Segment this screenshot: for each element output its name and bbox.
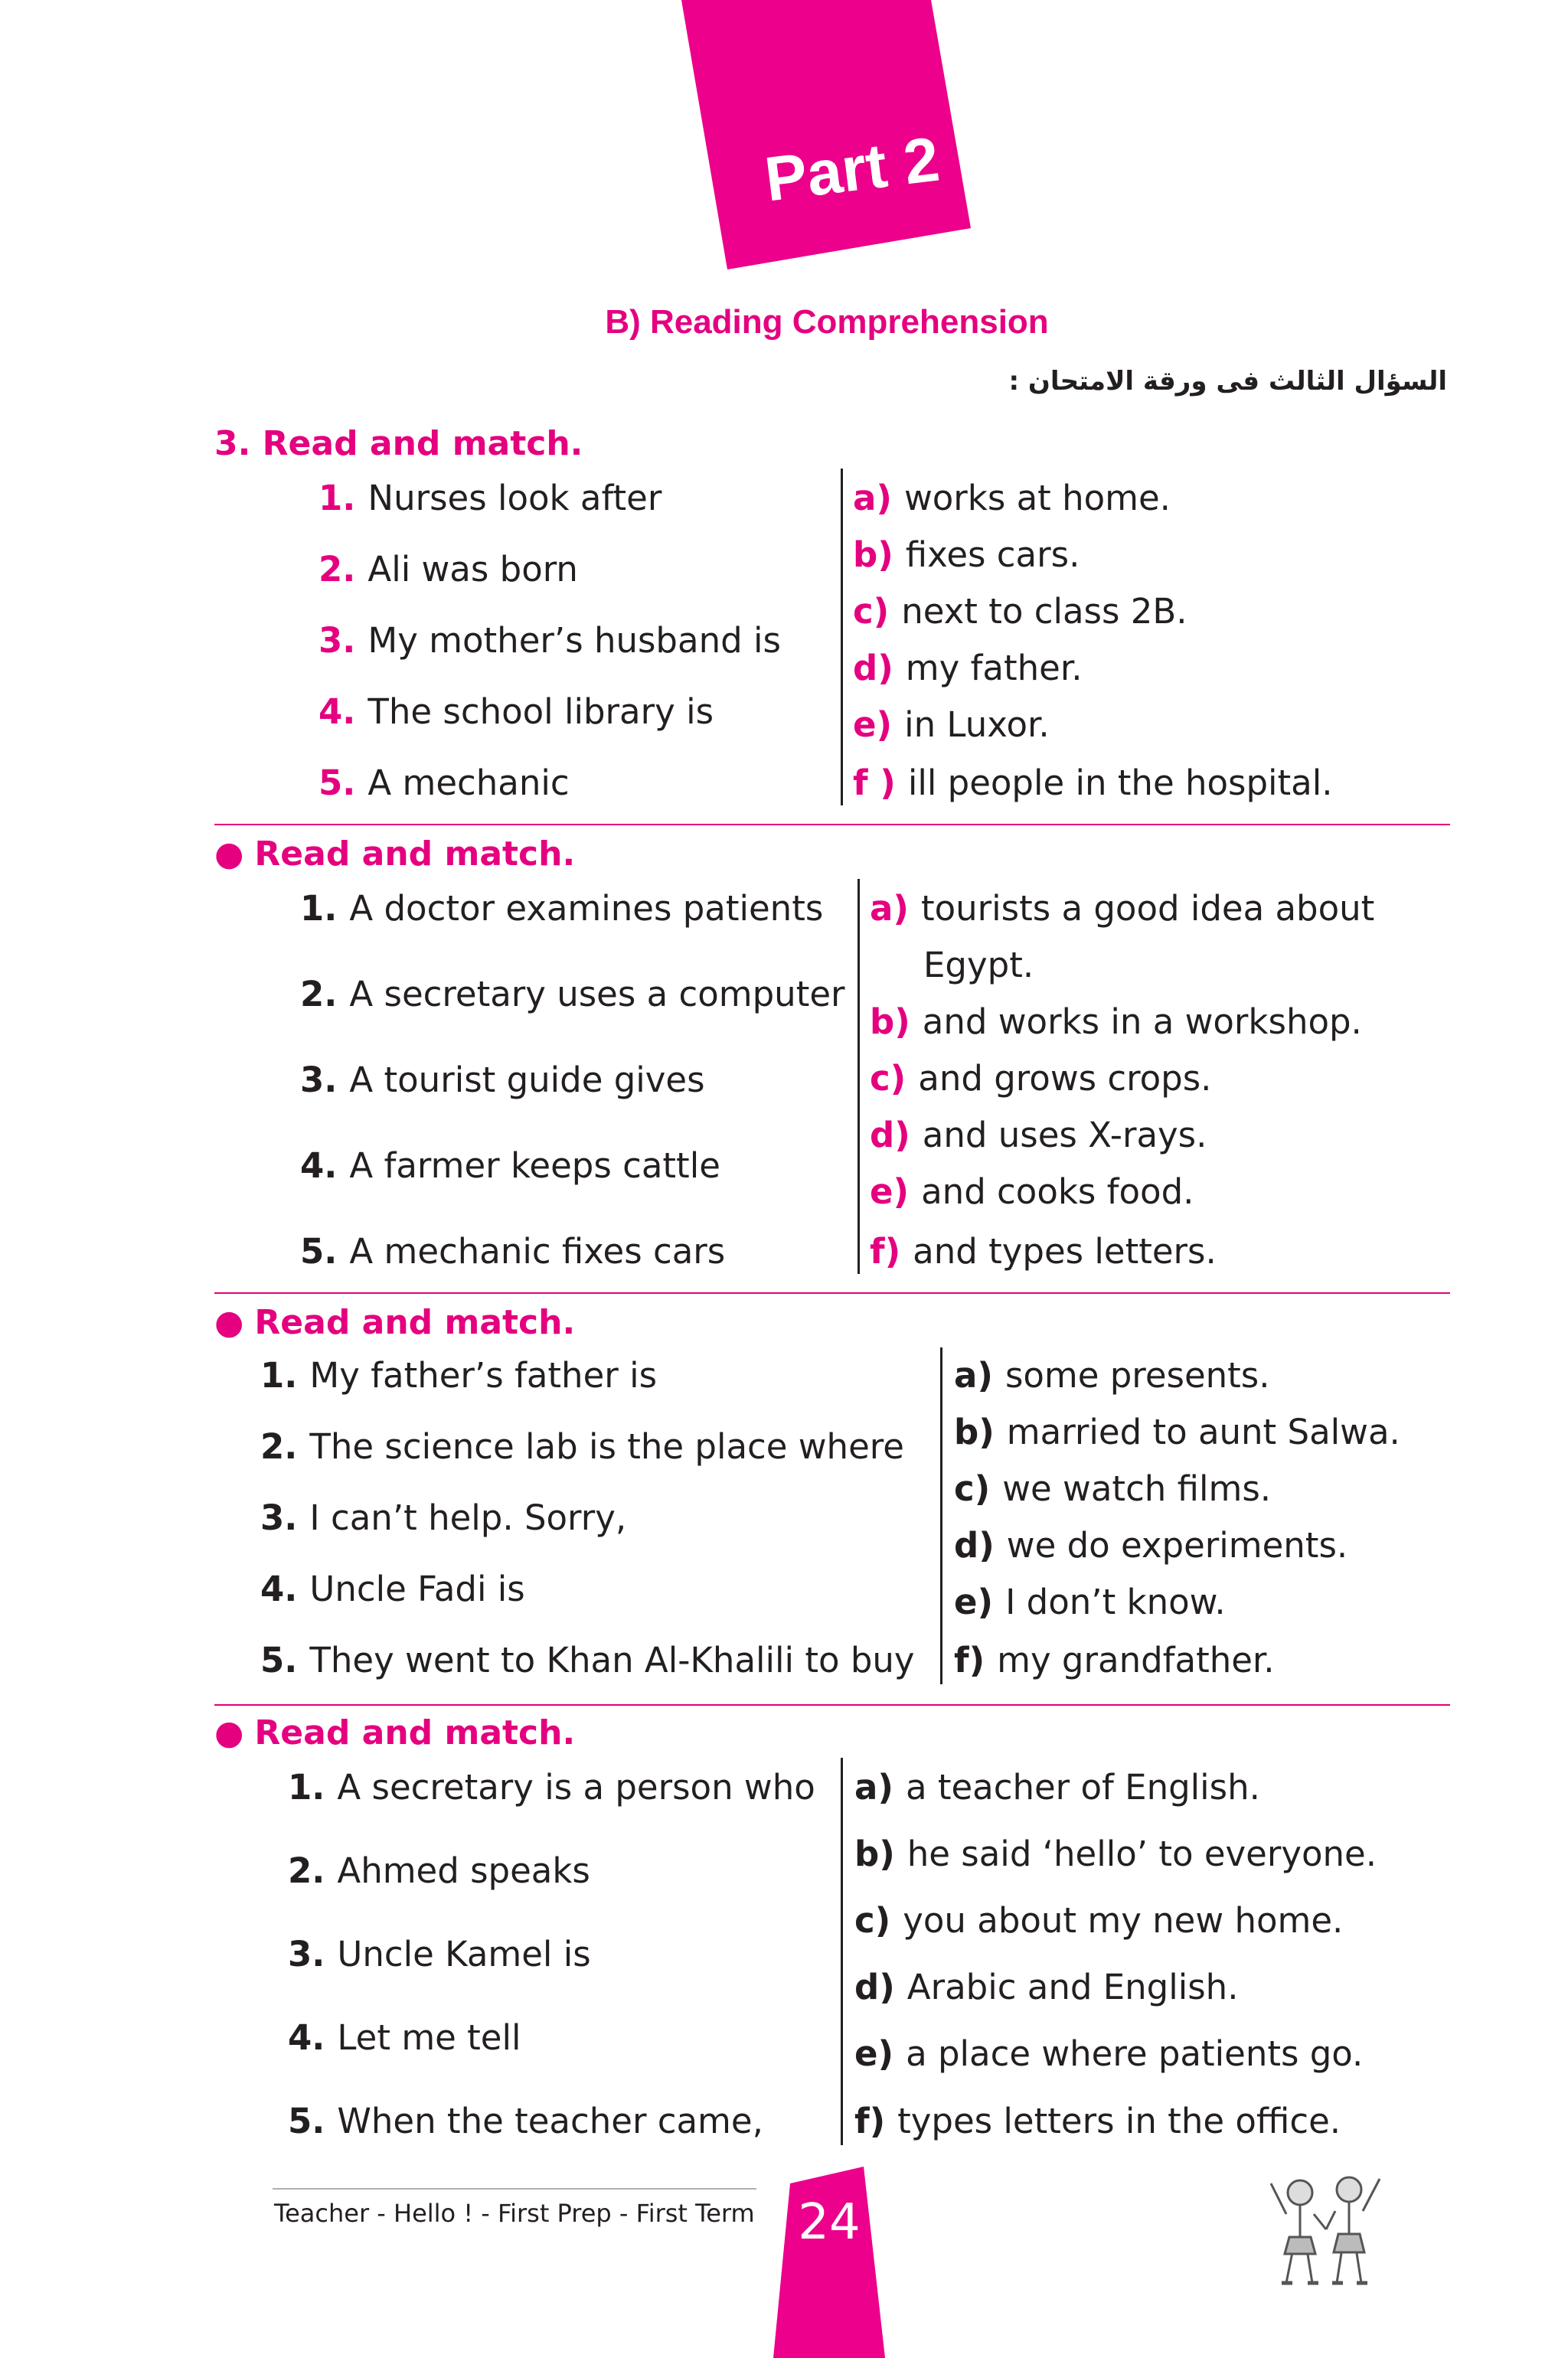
section-rule [214, 824, 1450, 825]
item-text: ill people in the hospital. [907, 763, 1333, 803]
left-item [318, 620, 781, 661]
left-item [318, 763, 570, 803]
right-item [854, 1767, 1260, 1808]
item-text: and grows crops. [918, 1058, 1212, 1099]
item-number: 2. [288, 1850, 325, 1891]
column-divider [841, 1758, 843, 2145]
item-text: we watch films. [1002, 1468, 1272, 1509]
right-item [954, 1468, 1272, 1509]
right-item [954, 1412, 1400, 1452]
item-text: A mechanic [368, 763, 570, 803]
item-letter: f) [870, 1231, 901, 1272]
right-item [954, 1582, 1226, 1622]
column-divider [940, 1347, 942, 1684]
right-item [870, 1001, 1362, 1042]
section-rule [214, 1292, 1450, 1294]
item-letter: c) [854, 1900, 891, 1941]
part-title: Part 2 [761, 124, 943, 215]
item-number: 4. [318, 691, 356, 732]
right-item [954, 1640, 1275, 1680]
right-item [870, 888, 1375, 929]
item-text: A secretary uses a computer [349, 974, 845, 1014]
item-text: and types letters. [913, 1231, 1217, 1272]
item-letter: d) [853, 648, 893, 688]
item-text: married to aunt Salwa. [1006, 1412, 1400, 1452]
item-text: and works in a workshop. [922, 1001, 1362, 1042]
left-item [260, 1569, 525, 1609]
left-item [300, 1231, 726, 1272]
item-text: a place where patients go. [906, 2033, 1364, 2074]
exercise-title-text: 3. Read and match. [214, 424, 583, 463]
page-number: 24 [798, 2194, 861, 2251]
exercise-title-text: Read and match. [254, 1303, 576, 1342]
item-text: Ali was born [368, 549, 578, 590]
left-item [300, 888, 824, 929]
item-letter: e) [853, 704, 893, 745]
item-text: Uncle Kamel is [337, 1934, 591, 1974]
item-number: 1. [288, 1767, 325, 1808]
item-letter: c) [954, 1468, 991, 1509]
left-item [300, 974, 845, 1014]
item-number: 4. [300, 1145, 338, 1186]
left-item [288, 1767, 815, 1808]
arabic-exam-note: السؤال الثالث فى ورقة الامتحان : [1008, 366, 1447, 397]
right-item [954, 1355, 1270, 1396]
item-text: in Luxor. [904, 704, 1050, 745]
item-number: 3. [300, 1060, 338, 1100]
item-text: A secretary is a person who [337, 1767, 815, 1808]
item-text: some presents. [1004, 1355, 1270, 1396]
left-item [260, 1355, 658, 1396]
item-number: 5. [318, 763, 356, 803]
footer-text: Teacher - Hello ! - First Prep - First Term [274, 2199, 755, 2228]
item-letter: b) [954, 1412, 995, 1452]
item-text: we do experiments. [1006, 1525, 1348, 1566]
exercise-title-text: Read and match. [254, 1713, 576, 1752]
right-item [870, 1231, 1217, 1272]
item-letter: f) [954, 1640, 985, 1680]
exercise-title [214, 1713, 575, 1752]
left-item [288, 1850, 590, 1891]
item-letter: b) [854, 1834, 895, 1874]
item-letter: b) [853, 534, 893, 575]
item-text: my father. [905, 648, 1083, 688]
item-text: he said ‘hello’ to everyone. [906, 1834, 1377, 1874]
item-number: 4. [260, 1569, 298, 1609]
item-number: 5. [288, 2101, 325, 2141]
left-item [260, 1497, 627, 1538]
item-text: My father’s father is [309, 1355, 658, 1396]
item-text: Uncle Fadi is [309, 1569, 525, 1609]
section-rule [214, 1704, 1450, 1706]
left-item [318, 691, 714, 732]
item-text: and uses X-rays. [922, 1115, 1207, 1155]
item-number: 1. [260, 1355, 298, 1396]
item-number: 2. [300, 974, 338, 1014]
bullet-icon: ● [214, 834, 244, 874]
item-text: A mechanic fixes cars [349, 1231, 726, 1272]
left-item [260, 1426, 904, 1467]
column-divider [858, 879, 860, 1274]
item-letter: d) [854, 1967, 895, 2007]
left-item [260, 1640, 915, 1680]
left-item [288, 1934, 591, 1974]
item-text: Ahmed speaks [337, 1850, 590, 1891]
right-item [870, 1115, 1207, 1155]
item-number: 5. [260, 1640, 298, 1680]
item-text: The school library is [368, 691, 714, 732]
exercise-title [214, 1303, 575, 1342]
item-letter: f ) [853, 763, 896, 803]
item-letter: f) [854, 2101, 886, 2141]
exercise-title-text: Read and match. [254, 834, 576, 874]
item-text: My mother’s husband is [368, 620, 781, 661]
item-text: fixes cars. [905, 534, 1080, 575]
right-item [853, 534, 1080, 575]
item-letter: e) [954, 1582, 994, 1622]
footer-rule [273, 2188, 756, 2190]
right-item [854, 1967, 1239, 2007]
item-letter: e) [870, 1171, 910, 1212]
item-text: When the teacher came, [337, 2101, 763, 2141]
item-letter: a) [954, 1355, 993, 1396]
item-text: I don’t know. [1005, 1582, 1226, 1622]
right-item [853, 591, 1187, 632]
item-number: 1. [300, 888, 338, 929]
part-banner [0, 0, 1568, 276]
item-text: I can’t help. Sorry, [309, 1497, 627, 1538]
item-text: types letters in the office. [897, 2101, 1341, 2141]
kids-illustration-icon [1256, 2160, 1393, 2306]
item-number: 3. [318, 620, 356, 661]
item-text: and cooks food. [921, 1171, 1194, 1212]
item-number: 1. [318, 478, 356, 518]
exercise-title [214, 424, 583, 463]
item-letter: b) [870, 1001, 910, 1042]
section-heading: B) Reading Comprehension [605, 303, 1049, 341]
item-letter: d) [954, 1525, 995, 1566]
right-item-continued [923, 945, 1034, 985]
right-item [854, 2033, 1364, 2074]
item-text: Arabic and English. [906, 1967, 1239, 2007]
item-text: A tourist guide gives [349, 1060, 705, 1100]
item-letter: c) [853, 591, 890, 632]
left-item [288, 2101, 763, 2141]
right-item [854, 1900, 1344, 1941]
item-number: 2. [318, 549, 356, 590]
item-text: tourists a good idea about [920, 888, 1375, 929]
item-number: 3. [260, 1497, 298, 1538]
item-number: 2. [260, 1426, 298, 1467]
right-item [853, 704, 1050, 745]
item-text: A farmer keeps cattle [349, 1145, 720, 1186]
item-number: 5. [300, 1231, 338, 1272]
right-item [870, 1058, 1212, 1099]
item-letter: a) [870, 888, 909, 929]
right-item [870, 1171, 1194, 1212]
left-item [300, 1145, 720, 1186]
item-letter: d) [870, 1115, 910, 1155]
left-item [318, 549, 578, 590]
right-item [853, 648, 1083, 688]
right-item [854, 2101, 1341, 2141]
item-letter: c) [870, 1058, 906, 1099]
right-item [854, 1834, 1377, 1874]
banner-shape [0, 0, 1568, 276]
item-text: A doctor examines patients [349, 888, 824, 929]
item-text: you about my new home. [903, 1900, 1344, 1941]
column-divider [841, 469, 843, 805]
right-item [853, 478, 1171, 518]
item-number: 4. [288, 2017, 325, 2058]
bullet-icon: ● [214, 1713, 244, 1752]
item-letter: e) [854, 2033, 894, 2074]
item-text: Nurses look after [368, 478, 662, 518]
left-item [318, 478, 662, 518]
item-text: a teacher of English. [905, 1767, 1260, 1808]
item-text: Let me tell [337, 2017, 521, 2058]
bullet-icon: ● [214, 1303, 244, 1342]
item-letter: a) [853, 478, 892, 518]
exercise-title [214, 834, 575, 874]
right-item [853, 763, 1333, 803]
left-item [288, 2017, 521, 2058]
item-number: 3. [288, 1934, 325, 1974]
item-text: next to class 2B. [901, 591, 1187, 632]
right-item [954, 1525, 1348, 1566]
item-letter: a) [854, 1767, 893, 1808]
item-text: Egypt. [923, 945, 1034, 985]
item-text: works at home. [903, 478, 1171, 518]
item-text: my grandfather. [997, 1640, 1275, 1680]
item-text: They went to Khan Al-Khalili to buy [309, 1640, 915, 1680]
left-item [300, 1060, 705, 1100]
item-text: The science lab is the place where [309, 1426, 904, 1467]
